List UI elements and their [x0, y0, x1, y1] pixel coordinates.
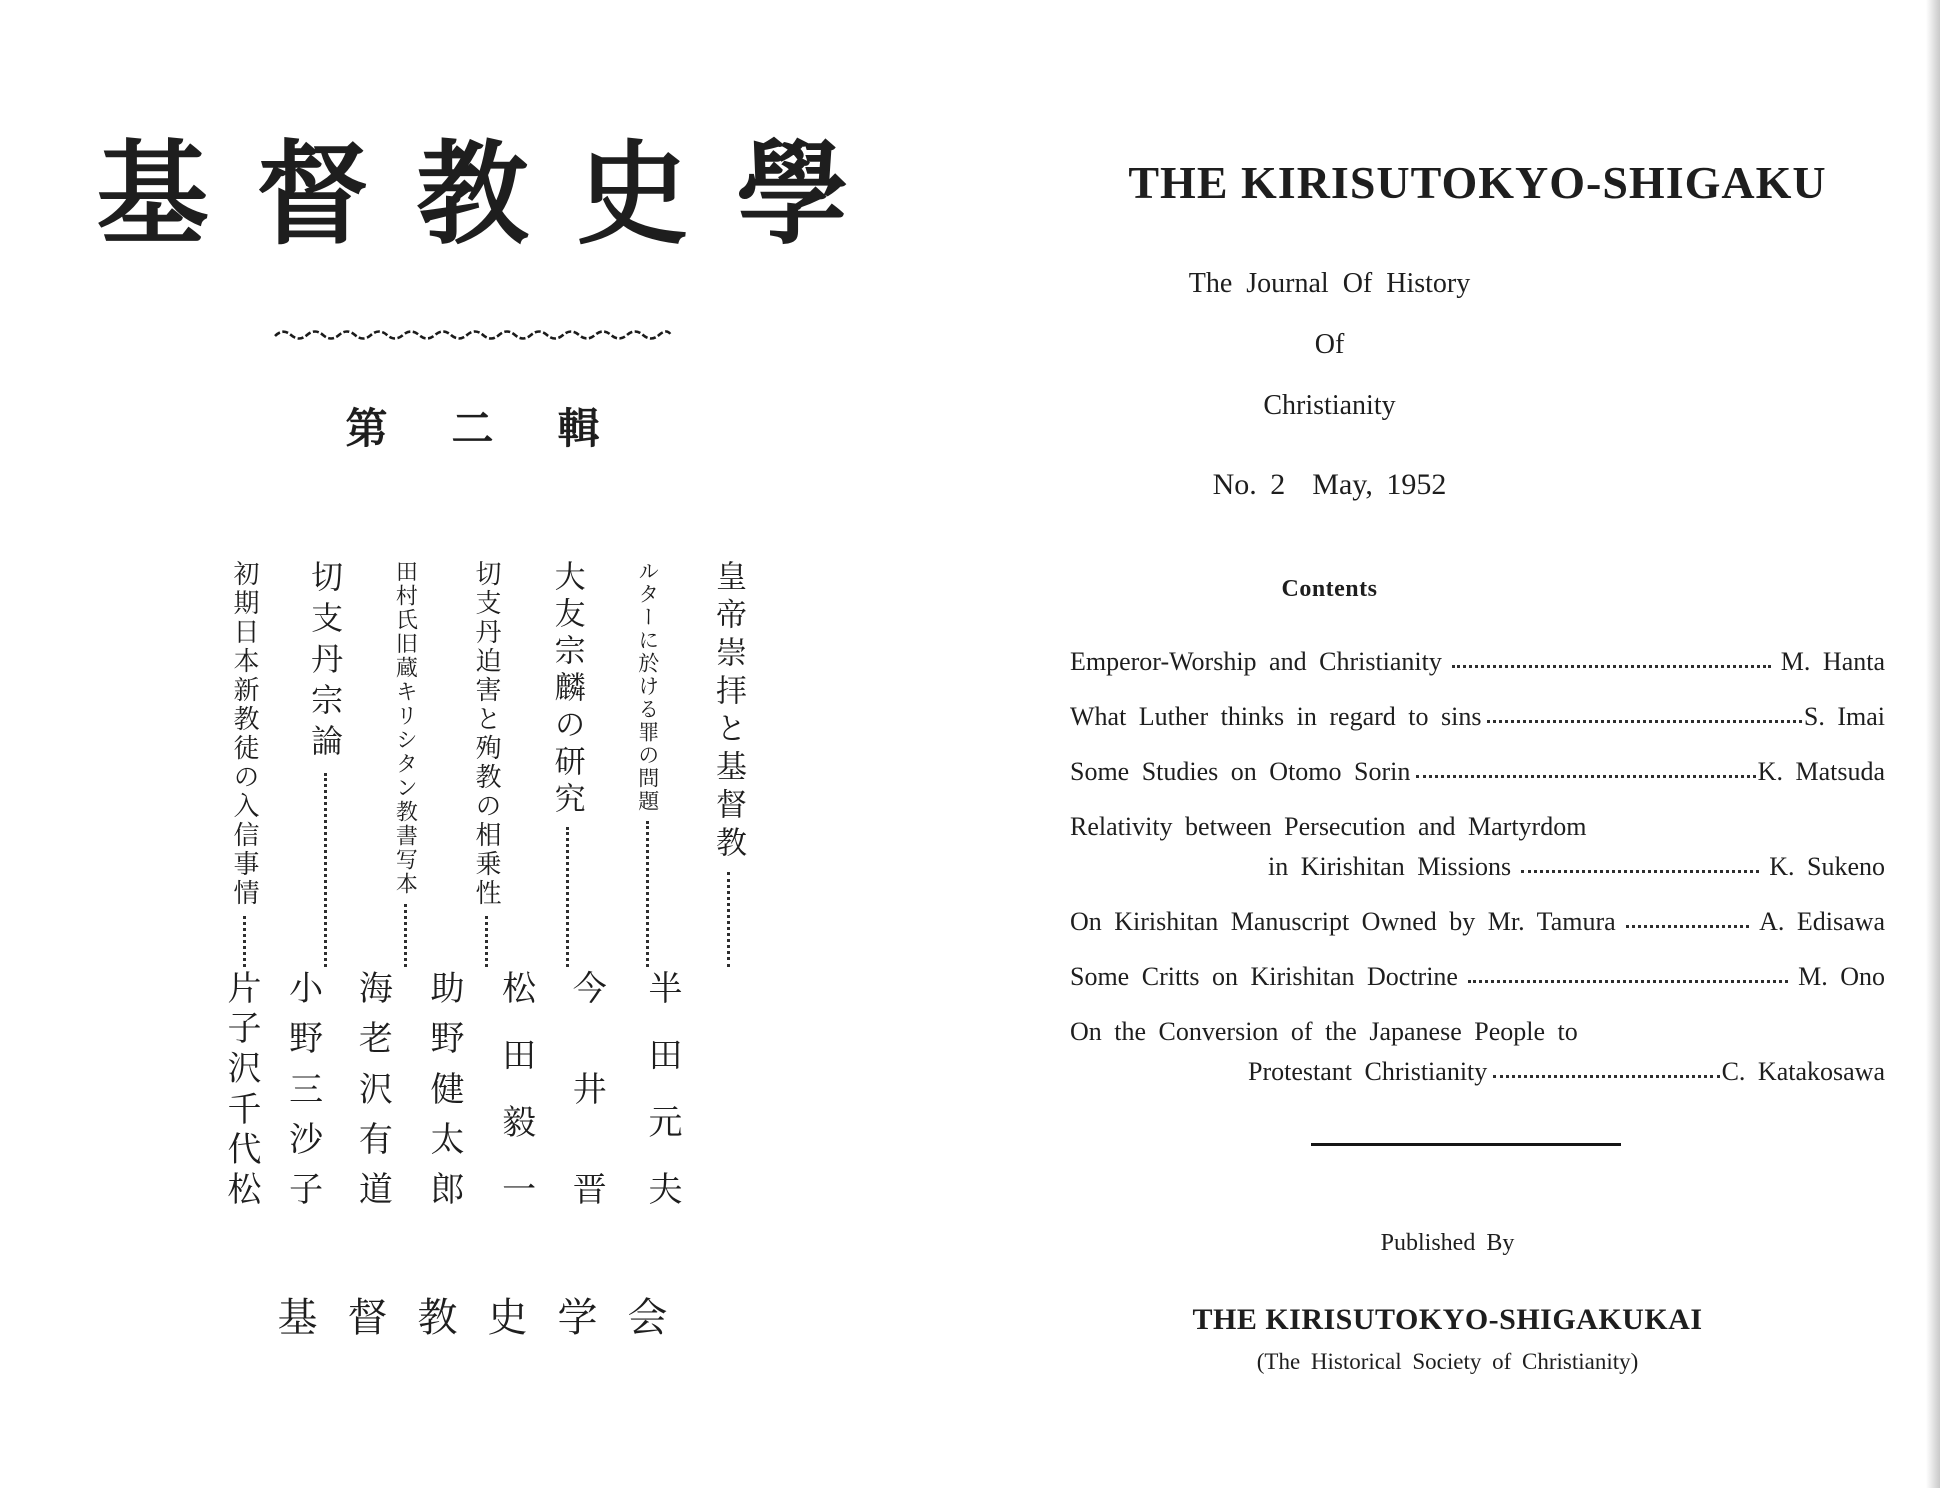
entry-title-continued: Protestant Christianity: [1248, 1057, 1488, 1086]
dot-leader-vertical: [566, 827, 569, 967]
entry-author: K. Sukeno: [1769, 852, 1885, 881]
entry-title: Some Studies on Otomo Sorin: [1070, 757, 1411, 786]
entry-title: Emperor-Worship and Christianity: [1070, 647, 1442, 676]
published-by-label: Published By: [1380, 1230, 1515, 1256]
entry-title: Some Critts on Kirishitan Doctrine: [1070, 962, 1458, 991]
wavy-divider: [0, 326, 945, 342]
entry-author: K. Matsuda: [1757, 757, 1885, 786]
toc-author: 助 野 健 太 郎: [430, 971, 465, 1209]
toc-column: [648, 560, 751, 1209]
entry-author: S. Imai: [1803, 702, 1885, 731]
toc-column: [222, 560, 268, 1208]
toc-title: 田村氏旧蔵キリシタン教書写本: [393, 560, 419, 896]
publisher-name: THE KIRISUTOKYO-SHIGAKUKAI: [1192, 1303, 1703, 1336]
subtitle-line: Of: [1314, 329, 1345, 360]
journal-title-english: THE KIRISUTOKYO-SHIGAKU: [1128, 157, 1827, 208]
dot-leader: [1468, 980, 1788, 983]
entry-author: C. Katakosawa: [1721, 1057, 1885, 1086]
dot-leader: [1521, 870, 1759, 873]
issue-date-line: No. 2 May, 1952: [1212, 468, 1447, 501]
contents-entry: [1070, 962, 1885, 992]
contents-entry: [1070, 757, 1885, 787]
dot-leader: [1487, 720, 1801, 723]
entry-title: On the Conversion of the Japanese People to: [1070, 1017, 1578, 1046]
toc-author: 半 田 元 夫: [648, 971, 683, 1209]
toc-title: 大友宗麟の研究: [549, 560, 585, 819]
journal-title-japanese: 基督教史學: [96, 134, 897, 258]
left-page: [0, 0, 945, 1488]
entry-title-continued: in Kirishitan Missions: [1268, 852, 1512, 881]
contents-entry: [1070, 647, 1885, 677]
toc-column: [289, 560, 348, 1209]
society-name-japanese: 基督教史学会: [277, 1295, 698, 1340]
entry-author: A. Edisawa: [1759, 907, 1885, 936]
toc-title: 切支丹迫害と殉教の相乗性: [471, 560, 501, 908]
entry-title: What Luther thinks in regard to sins: [1070, 702, 1482, 731]
dot-leader: [1626, 925, 1749, 928]
toc-title: 皇帝崇拝と基督教: [710, 560, 746, 864]
entry-title: On Kirishitan Manuscript Owned by Mr. Tamura: [1070, 907, 1616, 936]
dot-leader: [1416, 775, 1755, 778]
contents-list: [1070, 647, 1885, 1087]
publisher-subtitle: (The Historical Society of Christianity): [1256, 1349, 1639, 1374]
scan-edge-shadow: [1926, 0, 1940, 1488]
volume-label: 第二輯: [345, 407, 664, 453]
toc-author: 松 田 毅 一: [502, 971, 537, 1209]
toc-title: 初期日本新教徒の入信事情: [230, 560, 259, 908]
toc-author: 海 老 沢 有 道: [358, 971, 393, 1209]
contents-entry: [1070, 1017, 1885, 1087]
dot-leader: [1452, 665, 1771, 668]
toc-author: 小 野 三 沙 子: [289, 971, 324, 1209]
dot-leader-vertical: [646, 821, 649, 967]
toc-author: 片 子 沢 千 代 松: [227, 971, 262, 1209]
dot-leader-vertical: [324, 773, 327, 967]
toc-title: 切支丹宗論: [307, 560, 344, 765]
toc-author: 今 井 晋: [572, 971, 607, 1209]
toc-column: [358, 560, 429, 1209]
toc-title: ルターに於ける罪の問題: [635, 560, 660, 813]
dot-leader-vertical: [404, 904, 407, 967]
subtitle-line: Christianity: [1263, 390, 1396, 421]
entry-author: M. Hanta: [1780, 647, 1885, 676]
subtitle-line: The Journal Of History: [1188, 268, 1471, 299]
entry-title: Relativity between Persecution and Martyrdom: [1070, 812, 1587, 841]
journal-subtitle: [922, 253, 1737, 436]
contents-entry: [1070, 702, 1885, 732]
contents-heading: Contents: [1281, 576, 1378, 602]
right-page: [945, 0, 1940, 1488]
dot-leader: [1493, 1075, 1719, 1078]
contents-entry: [1070, 812, 1885, 882]
dot-leader-vertical: [727, 872, 730, 967]
toc-japanese: [222, 560, 752, 1208]
footer-divider: [1311, 1143, 1621, 1146]
dot-leader-vertical: [485, 916, 488, 967]
dot-leader-vertical: [243, 916, 246, 967]
entry-author: M. Ono: [1798, 962, 1885, 991]
contents-entry: [1070, 907, 1885, 937]
